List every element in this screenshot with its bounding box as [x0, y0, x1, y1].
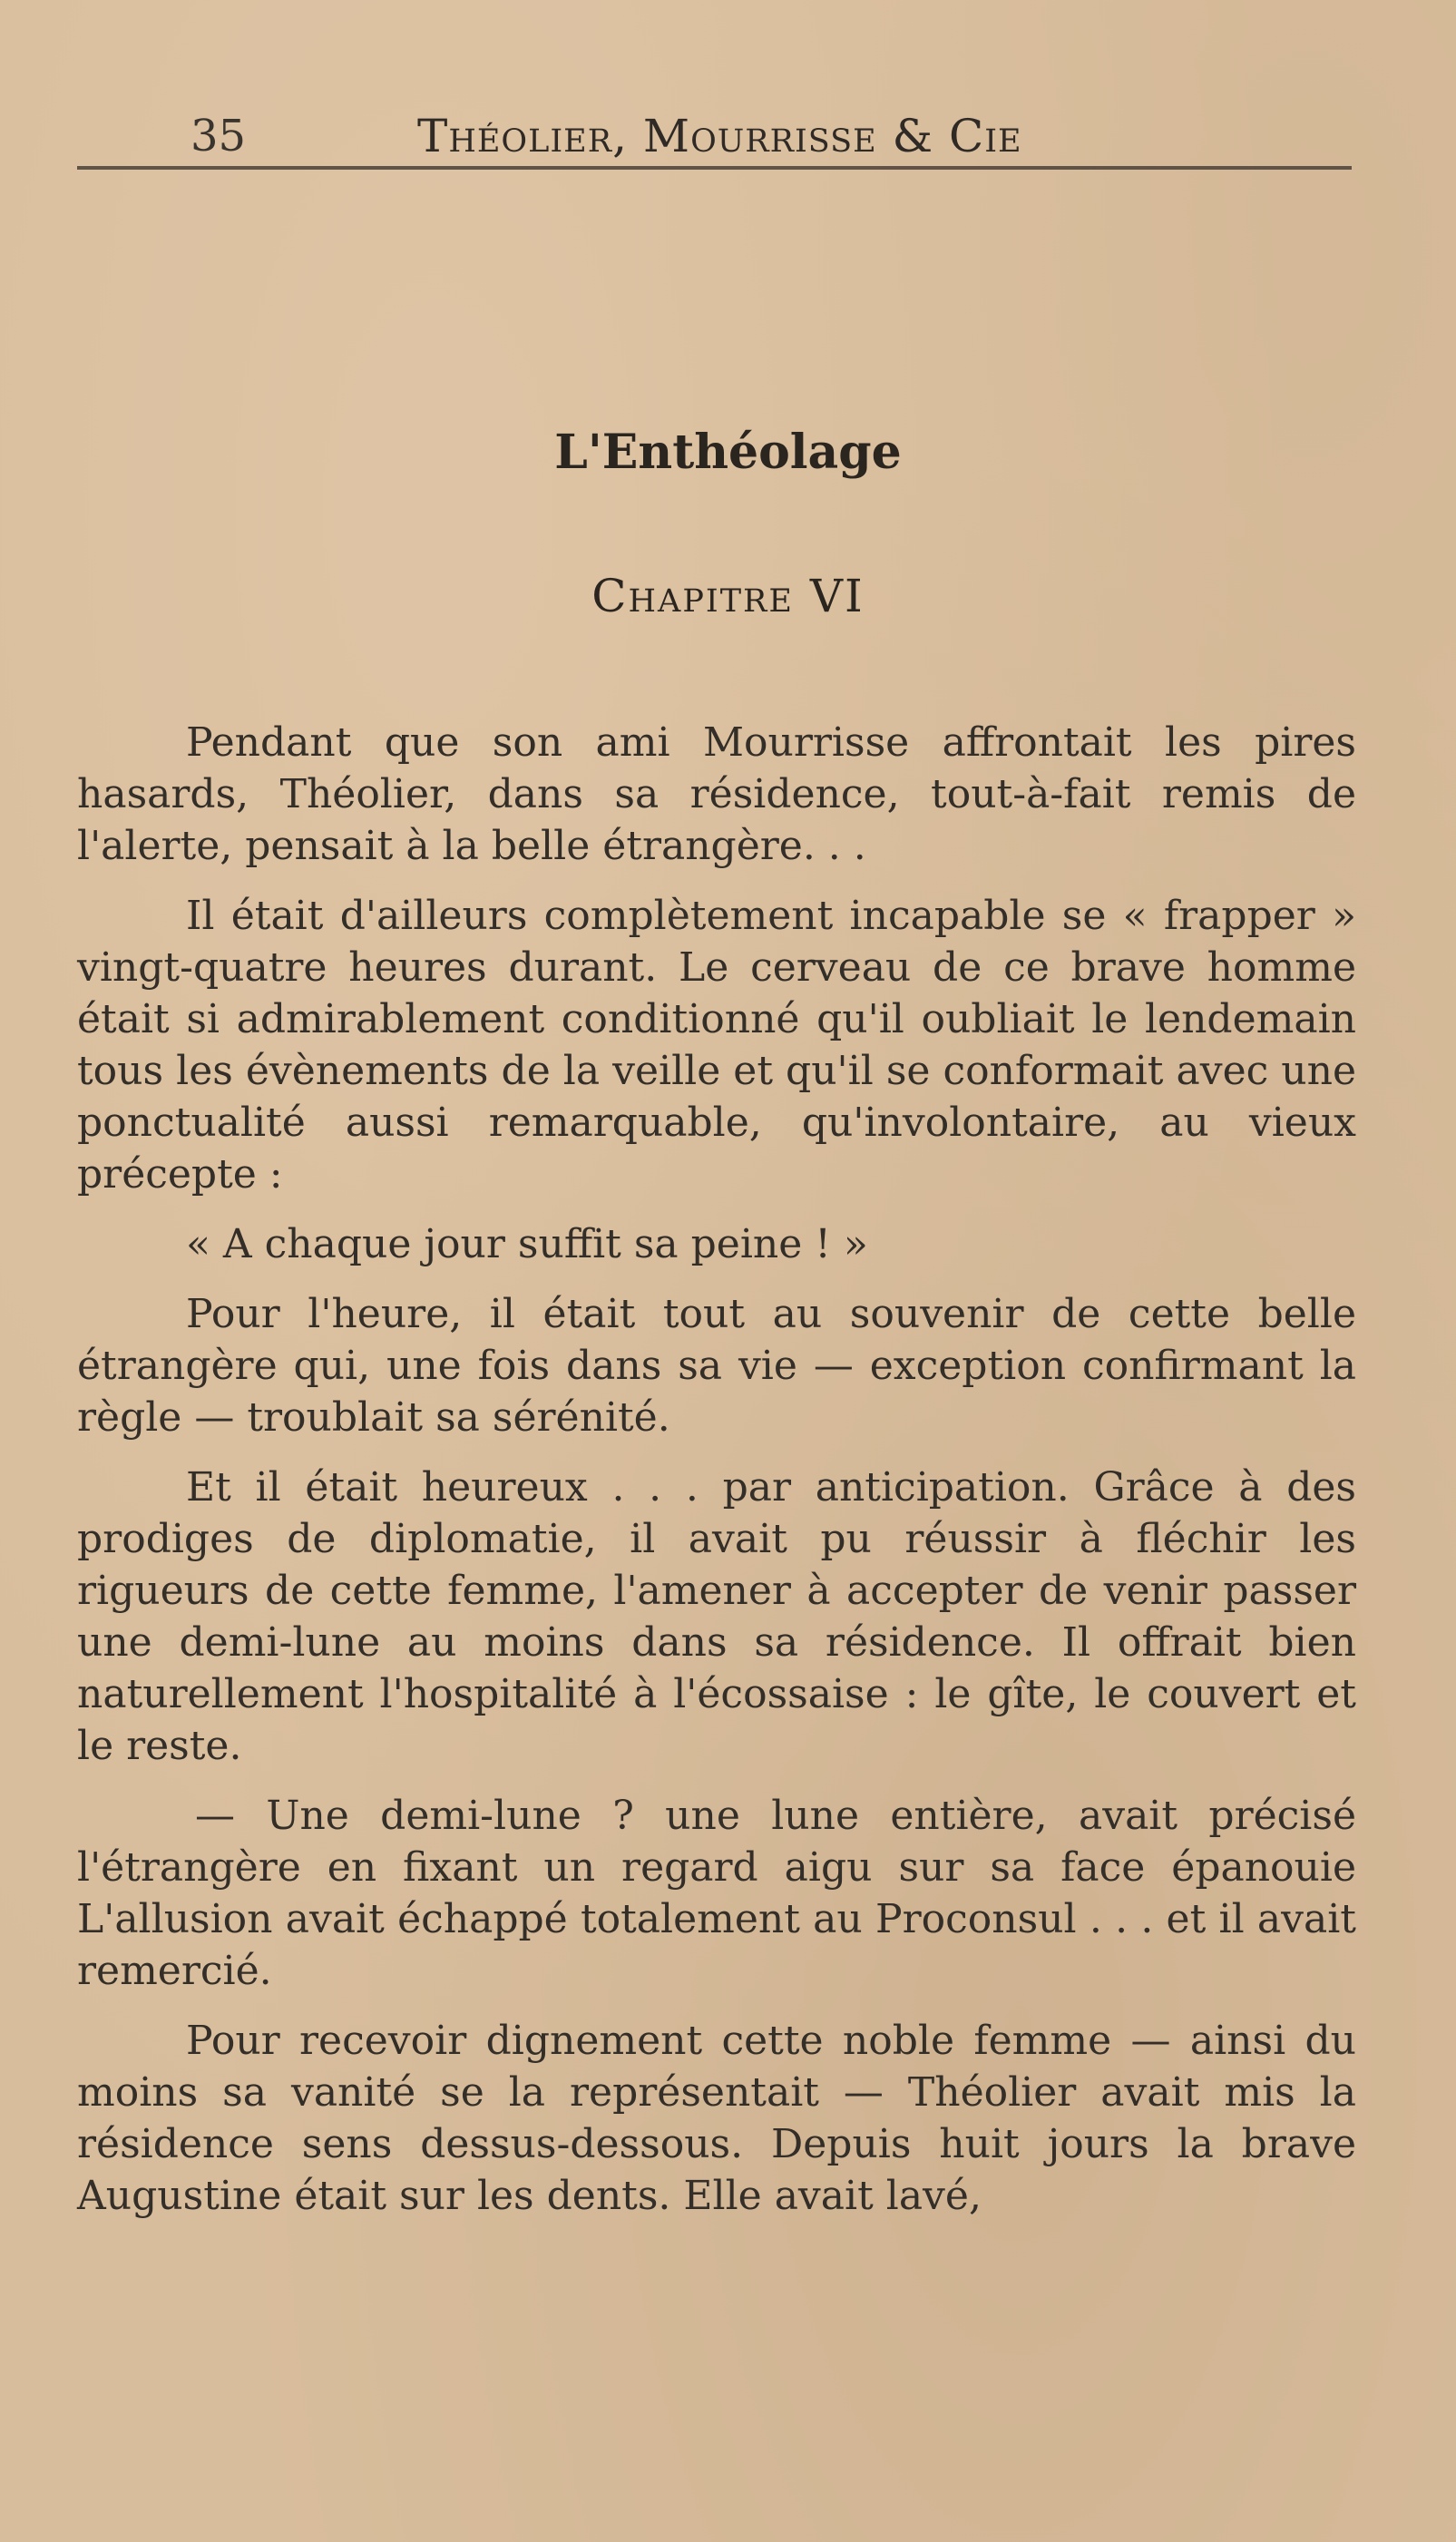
paragraph: Il était d'ailleurs complètement incapable se « frapper » vingt-quatre heures durant. Le cerveau de ce brave homme était si admirablement conditionné qu'il oubliait le lendemain tous les évènements de la veille et qu'il se conformait avec une ponctualité aussi remarquable, qu'involontaire, au vieux précepte : [77, 893, 1356, 1198]
running-head [191, 100, 1352, 172]
header-rule [77, 166, 1352, 170]
paragraph: Et il était heureux . . . par anticipation. Grâce à des prodiges de diplomatie, il avait pu réussir à fléchir les rigueurs de cette femme, l'amener à accepter de venir passer une demi-lune au moins dans sa résidence. Il offrait bien naturellement l'hospitalité à l'écossaise : le gîte, le couvert et le reste. [77, 1464, 1356, 1769]
body-text [77, 717, 1356, 2240]
paragraph: Pour recevoir dignement cette noble femme — ainsi du moins sa vanité se la représentait — Théolier avait mis la résidence sens dessus-dessous. Depuis huit jours la brave Augustine était sur les dents. Elle avait lavé, [77, 2018, 1356, 2219]
book-title: L'Enthéolage [554, 425, 902, 480]
paragraph: Pendant que son ami Mourrisse affrontait les pires hasards, Théolier, dans sa résidence, tout-à-fait remis de l'alerte, pensait à la belle étrangère. . . [77, 719, 1356, 869]
paragraph: Pour l'heure, il était tout au souvenir de cette belle étrangère qui, une fois dans sa vie — exception confirmant la règle — troublait sa sérénité. [77, 1291, 1356, 1441]
page-number: 35 [191, 111, 247, 161]
paragraph-dialog: — Une demi-lune ? une lune entière, avait précisé l'étrangère en fixant un regard aigu sur sa face épanouie L'allusion avait échappé totalement au Proconsul . . . et il avait remercié. [77, 1793, 1356, 1994]
running-title: Théolier, Mourrisse & Cie [417, 110, 1022, 162]
chapter-heading: Chapitre VI [591, 570, 865, 622]
paragraph-quote: « A chaque jour suffit sa peine ! » [186, 1221, 868, 1267]
